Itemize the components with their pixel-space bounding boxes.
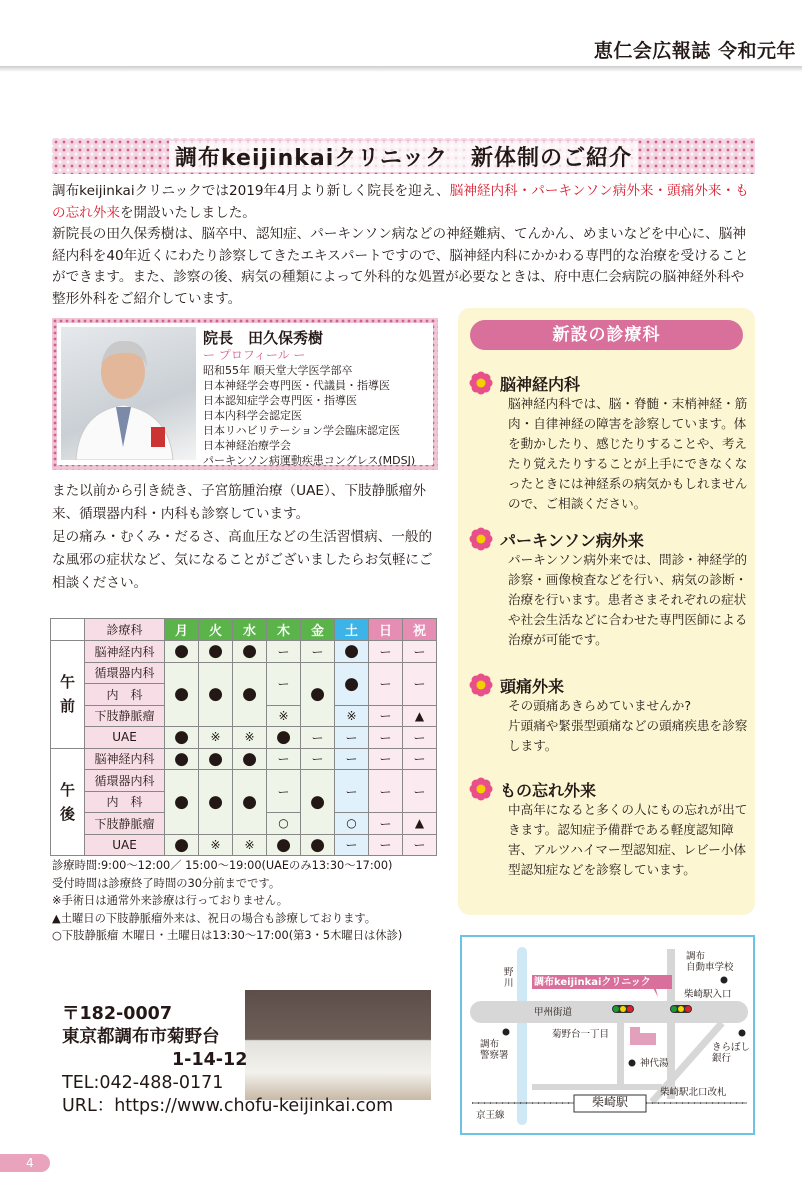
- schedule-cell: ー: [301, 727, 335, 749]
- department-cell: 循環器内科: [85, 770, 165, 792]
- schedule-cell: ●: [165, 748, 199, 770]
- schedule-notes: [52, 857, 402, 945]
- map-clinic-label: 調布keijinkaiクリニック: [534, 977, 651, 988]
- schedule-cell: ▲: [403, 813, 437, 835]
- schedule-cell: ●: [233, 770, 267, 835]
- day-header: 祝: [403, 619, 437, 641]
- profile-heading: ー プロフィール ー: [203, 348, 306, 362]
- profile-item: 日本リハビリテーション学会臨床認定医: [203, 424, 401, 437]
- profile-item: 日本内科学会認定医: [203, 409, 302, 422]
- note: 診療時間:9:00〜12:00／ 15:00〜19:00(UAEのみ13:30〜17:00): [52, 859, 393, 872]
- department-cell: 内 科: [85, 791, 165, 813]
- schedule-cell: ●: [233, 748, 267, 770]
- flower-icon: [468, 526, 494, 552]
- table-row: [51, 641, 437, 663]
- department-title: パーキンソン病外来: [500, 530, 644, 550]
- department-headache: [468, 672, 753, 756]
- schedule-cell: ー: [369, 748, 403, 770]
- department-cell: 脳神経内科: [85, 748, 165, 770]
- page-number: 4: [0, 1154, 50, 1172]
- flower-icon: [468, 370, 494, 396]
- note: 受付時間は診療終了時間の30分前までです。: [52, 876, 281, 890]
- schedule-cell: ー: [369, 641, 403, 663]
- clinic-address: [62, 1003, 393, 1118]
- schedule-cell: ●: [233, 662, 267, 727]
- blank-cell: [51, 619, 85, 641]
- schedule-cell: ※: [267, 705, 301, 727]
- department-memory: [468, 776, 753, 880]
- schedule-cell: ー: [403, 770, 437, 813]
- day-header: 水: [233, 619, 267, 641]
- flower-icon: [468, 672, 494, 698]
- schedule-cell: ●: [199, 770, 233, 835]
- panel-title: 新設の診療科: [470, 320, 743, 350]
- day-header: 月: [165, 619, 199, 641]
- schedule-cell: ●: [165, 727, 199, 749]
- note: ※手術日は通常外来診療は行っておりません。: [52, 894, 289, 907]
- department-cell: UAE: [85, 727, 165, 749]
- map-bath-label: 神代湯: [640, 1058, 669, 1069]
- schedule-cell: ●: [301, 770, 335, 835]
- access-map: [460, 935, 755, 1135]
- note: ▲土曜日の下肢静脈瘤外来は、祝日の場合も診療しております。: [52, 911, 377, 925]
- schedule-cell: ※: [233, 727, 267, 749]
- schedule-cell: ●: [233, 641, 267, 663]
- schedule-cell: ー: [369, 727, 403, 749]
- department-body: 中高年になると多くの人にもの忘れが出てきます。認知症予備群である軽度認知障害、アルツハイマー型認知症、レビー小体型認知症などを診察しています。: [508, 802, 748, 877]
- page-title: 調布keijinkaiクリニック 新体制のご紹介: [169, 141, 638, 172]
- intro-p1-end: を開設いたしました。: [119, 204, 256, 221]
- department-body: 脳神経内科では、脳・脊髄・末梢神経・筋肉・自律神経の障害を診察しています。体を動かしたり、感じたりすることや、考えたり覚えたりすることが上手にできなくなったときには神経系の病気かもしれませんので、ご相談ください。: [508, 396, 748, 511]
- map-kikuno-label: 菊野台一丁目: [552, 1029, 610, 1040]
- schedule-cell: ー: [267, 662, 301, 705]
- profile-item: 日本神経学会専門医・代議員・指導医: [203, 379, 390, 392]
- schedule-cell: ●: [165, 770, 199, 835]
- schedule-cell: ー: [369, 770, 403, 813]
- department-body: パーキンソン病外来では、問診・神経学的診察・画像検査などを行い、病気の診断・治療を行います。患者さまそれぞれの症状や社会生活などに合わせた専門医師による治療が可能です。: [508, 552, 748, 647]
- schedule-cell: ●: [165, 662, 199, 727]
- map-river-label: 野 川: [504, 967, 514, 989]
- table-row: [51, 662, 437, 684]
- schedule-cell: ー: [301, 641, 335, 663]
- director-photo: [61, 327, 196, 460]
- department-cell: 内 科: [85, 684, 165, 706]
- title-banner: [52, 138, 755, 174]
- table-row: [51, 748, 437, 770]
- schedule-cell: ー: [403, 727, 437, 749]
- director-profile-box: [52, 318, 438, 470]
- department-cell: 循環器内科: [85, 662, 165, 684]
- period-label: 午 後: [51, 748, 85, 856]
- map-bank-label: きらぼし 銀行: [712, 1042, 751, 1064]
- schedule-cell: ○: [267, 813, 301, 835]
- address-line2: 1-14-12: [172, 1050, 248, 1070]
- intro-p1: 調布keijinkaiクリニックでは2019年4月より新しく院長を迎え、: [52, 183, 450, 199]
- schedule-cell: ー: [267, 770, 301, 813]
- map-station-label: 柴崎駅: [592, 1095, 629, 1109]
- profile-item: 昭和55年 順天堂大学医学部卒: [203, 364, 353, 377]
- schedule-cell: ●: [301, 662, 335, 727]
- schedule-cell: ー: [267, 748, 301, 770]
- note: ○下肢静脈瘤 木曜日・土曜日は13:30〜17:00(第3・5木曜日は休診): [52, 929, 403, 942]
- schedule-cell: ー: [403, 834, 437, 856]
- department-parkinsons: [468, 526, 753, 650]
- department-title: 脳神経内科: [500, 374, 581, 394]
- intro-text: [52, 181, 757, 310]
- schedule-table: [50, 618, 437, 856]
- day-header: 火: [199, 619, 233, 641]
- department-neurology: [468, 370, 753, 514]
- schedule-cell: ●: [165, 834, 199, 856]
- schedule-cell: ー: [335, 727, 369, 749]
- address-line1: 東京都調布市菊野台: [62, 1027, 220, 1047]
- map-entrance-label: 柴崎駅入口: [684, 989, 732, 1000]
- header-cell: 診療科: [85, 619, 165, 641]
- schedule-cell: ー: [403, 662, 437, 705]
- map-line-label: 京王線: [476, 1110, 505, 1121]
- map-school-label: 調布 自動車学校: [686, 951, 734, 973]
- table-row: [51, 770, 437, 792]
- header-divider: [0, 66, 802, 72]
- doctor-portrait-icon: [61, 327, 196, 460]
- publication-title: 恵仁会広報誌 令和元年: [593, 40, 796, 62]
- department-cell: UAE: [85, 834, 165, 856]
- services-paragraph: また以前から引き続き、子宮筋腫治療（UAE）、下肢静脈瘤外来、循環器内科・内科も診察しています。 足の痛み・むくみ・だるさ、高血圧などの生活習慣病、一般的な風邪の症状など、気になることがございましたらお気軽にご相談ください。: [52, 483, 433, 591]
- schedule-cell: ※: [199, 834, 233, 856]
- schedule-cell: ー: [403, 748, 437, 770]
- schedule-cell: ▲: [403, 705, 437, 727]
- department-body: その頭痛あきらめていませんか? 片頭痛や緊張型頭痛などの頭痛疾患を診察します。: [508, 698, 748, 753]
- schedule-cell: ●: [335, 641, 369, 663]
- postal-code: 〒182-0007: [62, 1004, 172, 1024]
- schedule-cell: ー: [403, 641, 437, 663]
- profile-item: 日本神経治療学会: [203, 439, 291, 452]
- table-header-row: [51, 619, 437, 641]
- schedule-cell: ー: [369, 662, 403, 705]
- day-header: 日: [369, 619, 403, 641]
- map-north-exit-label: 柴崎駅北口改札: [660, 1087, 727, 1098]
- flower-icon: [468, 776, 494, 802]
- department-cell: 下肢静脈瘤: [85, 705, 165, 727]
- phone-number: TEL:042-488-0171: [62, 1073, 224, 1093]
- department-title: 頭痛外来: [500, 676, 565, 696]
- schedule-cell: ○: [335, 813, 369, 835]
- table-row: [51, 834, 437, 856]
- schedule-cell: ※: [233, 834, 267, 856]
- schedule-cell: ー: [369, 705, 403, 727]
- period-label: 午 前: [51, 641, 85, 749]
- schedule-cell: ●: [267, 727, 301, 749]
- schedule-cell: ●: [199, 641, 233, 663]
- schedule-cell: ●: [199, 662, 233, 727]
- director-name: 院長 田久保秀樹: [203, 329, 324, 347]
- schedule-cell: ●: [199, 748, 233, 770]
- schedule-cell: ー: [335, 748, 369, 770]
- department-cell: 脳神経内科: [85, 641, 165, 663]
- day-header: 木: [267, 619, 301, 641]
- schedule-cell: ー: [335, 834, 369, 856]
- website-link[interactable]: URL：https://www.chofu-keijinkai.com: [62, 1096, 394, 1116]
- schedule-cell: ※: [199, 727, 233, 749]
- new-departments-highlight: 脳神経内科・パーキンソン病外来・頭痛外来・もの忘れ外来: [52, 183, 749, 221]
- schedule-cell: ー: [335, 770, 369, 813]
- map-police-label: 調布 警察署: [480, 1039, 509, 1061]
- department-cell: 下肢静脈瘤: [85, 813, 165, 835]
- day-header: 土: [335, 619, 369, 641]
- schedule-cell: ー: [267, 641, 301, 663]
- schedule-cell: ー: [369, 813, 403, 835]
- schedule-cell: ●: [267, 834, 301, 856]
- profile-item: パーキンソン病運動疾患コングレス(MDSJ): [203, 454, 416, 467]
- schedule-cell: ※: [335, 705, 369, 727]
- schedule-cell: ー: [301, 748, 335, 770]
- schedule-cell: ●: [165, 641, 199, 663]
- day-header: 金: [301, 619, 335, 641]
- schedule-cell: ●: [335, 662, 369, 705]
- table-row: [51, 727, 437, 749]
- new-departments-panel: [458, 308, 755, 915]
- intro-p2: 新院長の田久保秀樹は、脳卒中、認知症、パーキンソン病などの神経難病、てんかん、めまいなどを中心に、脳神経内科を40年近くにわたり診察してきたエキスパートですので、脳神経内科にかかわる専門的な治療を受けることができます。また、診察の後、病気の種類によって外科的な処置が必要なときは、府中恵仁会病院の脳神経外科や整形外科をご紹介しています。: [52, 226, 749, 307]
- department-title: もの忘れ外来: [500, 780, 597, 800]
- map-road-label: 甲州街道: [534, 1007, 573, 1018]
- profile-item: 日本認知症学会専門医・指導医: [203, 394, 357, 407]
- schedule-cell: ●: [301, 834, 335, 856]
- schedule-cell: ー: [369, 834, 403, 856]
